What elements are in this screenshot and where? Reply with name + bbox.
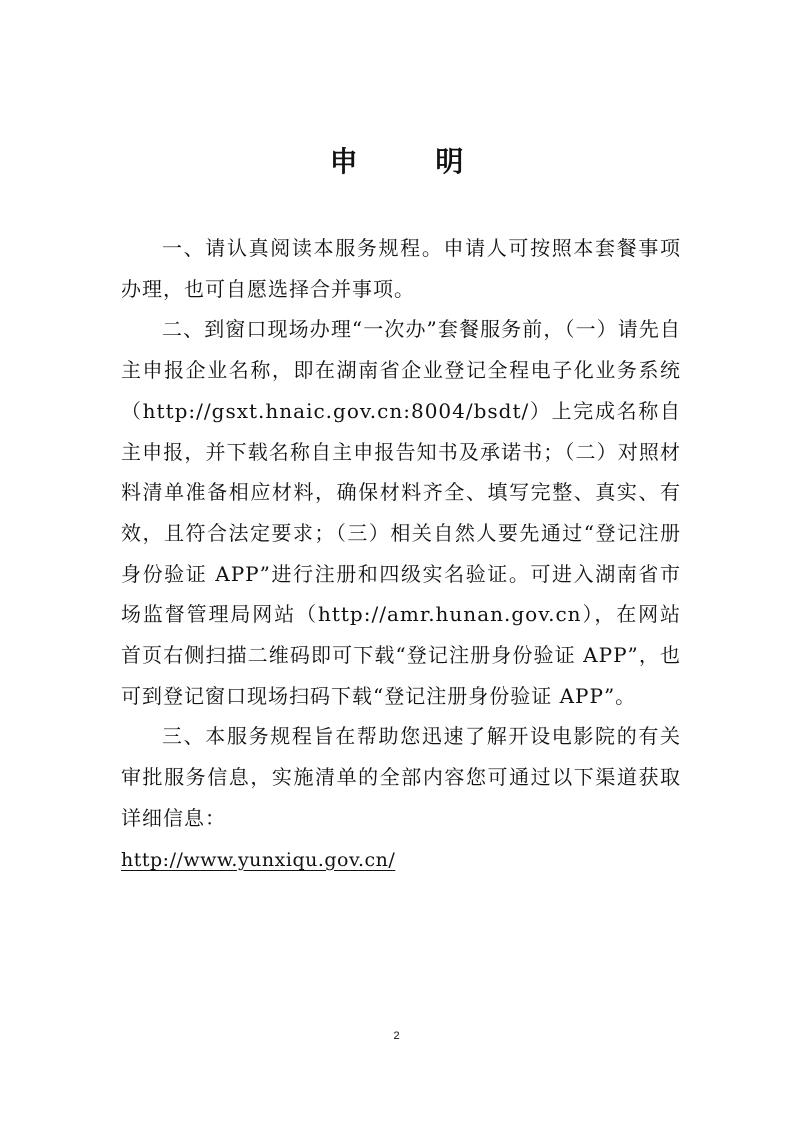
paragraph-1: 一、请认真阅读本服务规程。申请人可按照本套餐事项办理，也可自愿选择合并事项。 xyxy=(121,236,681,301)
paragraph-3: 三、本服务规程旨在帮助您迅速了解开设电影院的有关审批服务信息，实施清单的全部内容您可通过以下渠道获取详细信息： xyxy=(121,724,681,830)
paragraph-2: 二、到窗口现场办理“一次办”套餐服务前，（一）请先自主申报企业名称，即在湖南省企业登记全程电子化业务系统（http://gsxt.hnaic.gov.cn:8004/bsdt/）上完成名称自主申报，并下载名称自主申报告知书及承诺书；（二）对照材料清单准备相应材料，确保材料齐全、填写完整、真实、有效，且符合法定要求；（三）相关自然人要先通过“登记注册身份验证 APP”进行注册和四级实名验证。可进入湖南省市场监督管理局网站（http://amr.hunan.gov.cn），在网站首页右侧扫描二维码即可下载“登记注册身份验证 APP”，也可到登记窗口现场扫码下载“登记注册身份验证 APP”。 xyxy=(121,317,681,708)
document-body xyxy=(121,228,681,880)
website-link[interactable]: http://www.yunxiqu.gov.cn/ xyxy=(121,848,396,871)
page-title: 申 明 xyxy=(329,145,498,178)
page-number: 2 xyxy=(393,1030,400,1042)
